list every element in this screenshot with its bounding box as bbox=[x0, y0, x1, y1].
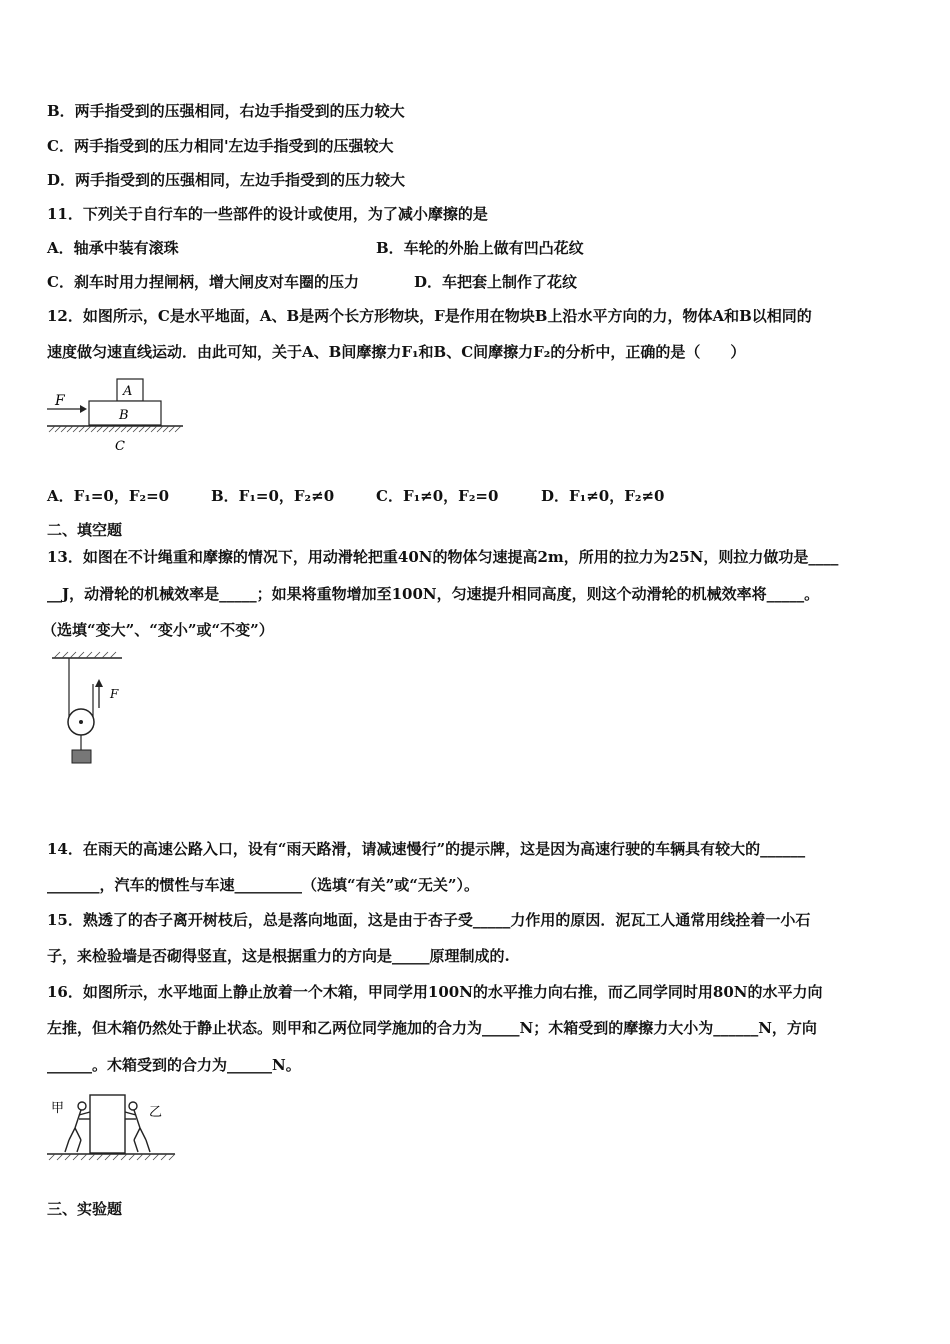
weight-block bbox=[72, 750, 91, 763]
section-heading-fill-in: 二、填空题 bbox=[47, 521, 123, 539]
q13-line-3: （选填“变大”、“变小”或“不变”） bbox=[42, 621, 274, 639]
q13-line-1: 13．如图在不计绳重和摩擦的情况下，用动滑轮把重40N的物体匀速提高2m，所用的拉力为25N，则拉力做功是____ bbox=[47, 548, 839, 566]
force-label: F bbox=[110, 687, 119, 701]
q10-option-c: C．两手指受到的压力相同'左边手指受到的压强较大 bbox=[47, 137, 394, 155]
right-person-label: 乙 bbox=[149, 1105, 163, 1120]
q15-line-2: 子，来检验墙是否砌得竖直，这是根据重力的方向是_____原理制成的. bbox=[47, 947, 510, 965]
ground-hatching bbox=[49, 1154, 175, 1160]
q14-line-1: 14．在雨天的高速公路入口，设有“雨天路滑，请减速慢行”的提示牌，这是因为高速行驶的车辆具有较大的______ bbox=[47, 840, 806, 858]
q12-figure bbox=[45, 375, 190, 457]
force-label: F bbox=[55, 393, 65, 409]
q12-option-c: C．F₁≠0，F₂=0 bbox=[376, 487, 499, 505]
block-a-label: A bbox=[123, 384, 133, 399]
q12-option-a: A．F₁=0，F₂=0 bbox=[47, 487, 170, 505]
q11-stem: 11．下列关于自行车的一些部件的设计或使用，为了减小摩擦的是 bbox=[47, 205, 488, 223]
q12-option-d: D．F₁≠0，F₂≠0 bbox=[541, 487, 665, 505]
q14-line-2: _______，汽车的惯性与车速_________（选填“有关”或“无关”）。 bbox=[47, 876, 480, 894]
q16-line-1: 16．如图所示，水平地面上静止放着一个木箱，甲同学用100N的水平推力向右推，而乙同学同时用80N的水平力向 bbox=[47, 983, 823, 1001]
q11-option-b: B．车轮的外胎上做有凹凸花纹 bbox=[376, 239, 584, 257]
q16-push-figure bbox=[45, 1088, 180, 1168]
q16-line-3: ______。木箱受到的合力为______N。 bbox=[47, 1056, 301, 1074]
q13-line-2: __J，动滑轮的机械效率是_____；如果将重物增加至100N，匀速提升相同高度，则这个动滑轮的机械效率将_____。 bbox=[47, 585, 820, 603]
pulley-axle bbox=[79, 720, 83, 724]
wooden-box bbox=[90, 1095, 125, 1153]
q11-option-a: A．轴承中装有滚珠 bbox=[47, 239, 179, 257]
q11-option-d: D．车把套上制作了花纹 bbox=[414, 273, 578, 291]
q10-option-d: D．两手指受到的压强相同，左边手指受到的压力较大 bbox=[47, 171, 406, 189]
q15-line-1: 15．熟透了的杏子离开树枝后，总是落向地面，这是由于杏子受_____力作用的原因．泥瓦工人通常用线拴着一小石 bbox=[47, 911, 811, 929]
ceiling-hatching bbox=[54, 652, 116, 658]
q16-line-2: 左推，但木箱仍然处于静止状态。则甲和乙两位同学施加的合力为_____N；木箱受到的摩擦力大小为______N，方向 bbox=[47, 1019, 817, 1037]
q11-option-c: C．刹车时用力捏闸柄，增大闸皮对车圈的压力 bbox=[47, 273, 359, 291]
q12-option-b: B．F₁=0，F₂≠0 bbox=[211, 487, 335, 505]
person-left bbox=[65, 1102, 90, 1152]
q12-stem-line-1: 12．如图所示，C是水平地面，A、B是两个长方形物块，F是作用在物块B上沿水平方向的力，物体A和B以相同的 bbox=[47, 307, 812, 325]
q13-pulley-figure bbox=[50, 650, 140, 785]
section-heading-experiment: 三、实验题 bbox=[47, 1200, 123, 1218]
force-arrow-head bbox=[80, 405, 87, 413]
left-person-label: 甲 bbox=[51, 1101, 65, 1116]
person-right bbox=[125, 1102, 150, 1152]
ground-hatching bbox=[49, 426, 181, 432]
ground-label: C bbox=[115, 439, 125, 454]
q10-option-b: B．两手指受到的压强相同，右边手指受到的压力较大 bbox=[47, 102, 405, 120]
block-b-label: B bbox=[119, 408, 129, 423]
q12-stem-line-2: 速度做匀速直线运动．由此可知，关于A、B间摩擦力F₁和B、C间摩擦力F₂的分析中，正确的是（ ） bbox=[47, 343, 746, 361]
force-arrow-head bbox=[95, 679, 103, 687]
